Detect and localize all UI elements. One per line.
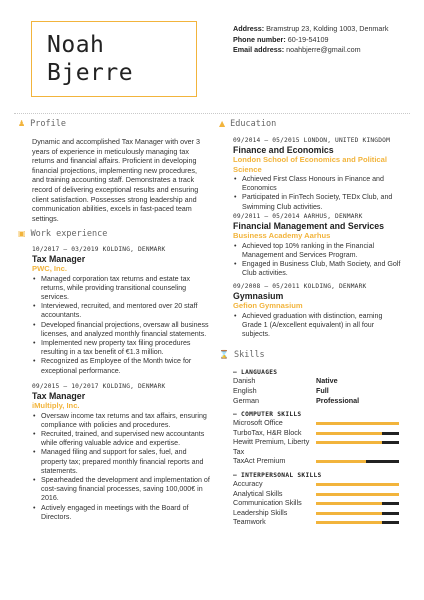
skill-level-bar [316,512,399,515]
education-bullets [233,312,403,340]
job-bullet: • Spearheaded the development and implementation of cost-saving financial processes, saving 100,000€ in 2016. [32,476,212,504]
language-level: Native [316,376,338,385]
interpersonal-skills-label: – INTERPERSONAL SKILLS [233,472,322,479]
skill-level-fill [316,512,382,515]
education-heading: ▲ Education [219,119,277,129]
briefcase-icon: ▣ [18,229,26,238]
skill-level-bar [316,460,399,463]
education-degree: Finance and Economics [233,145,334,155]
skill-level-bar [316,483,399,486]
skill-name: Microsoft Office [233,418,283,427]
skill-level-bar [316,441,399,444]
skill-level-fill [316,460,366,463]
education-school: London School of Economics and Political Science [233,155,387,174]
graduation-cap-icon: ▲ [219,119,226,128]
job-title: Tax Manager [32,391,86,401]
contact-address: Address: Bramstrup 23, Kolding 1003, Denmark [233,24,389,33]
language-row [233,386,329,396]
contact-email-value[interactable]: noahbjerre@gmail.com [286,45,361,55]
skill-level-bar [316,502,399,505]
job-bullet: • Actively engaged in meetings with the Board of Directors. [32,504,212,522]
contact-info [233,24,388,56]
first-name: Noah [47,32,105,58]
education-meta: 09/2014 – 05/2015 LONDON, UNITED KINGDOM [233,137,391,144]
skill-level-fill [316,422,399,425]
job-bullet: • Recruited, trained, and supervised new accountants while offering valuable advice and expertise. [32,430,212,448]
skill-row [233,418,405,428]
skills-heading: ⌛ Skills [219,350,265,360]
profile-text: Dynamic and accomplished Tax Manager with over 3 years of experience in meticulously managing tax returns and financial affairs. Proficient in developing financial projections, implementing new procedures, and training accounting staff. Demonstrates a track record of delivering exceptional results and ensuring client satisfaction. Possesses strong leadership and communication abilities, excels in fast-paced team settings. [32,137,201,223]
skill-name: Hewitt Premium, Liberty Tax [233,437,310,456]
education-school: Business Academy Aarhus [233,231,331,240]
education-school: Gefion Gymnasium [233,301,303,310]
skill-row [233,456,405,466]
job-bullet: • Managed corporation tax returns and estate tax returns, while providing transitional counseling services. [32,275,212,303]
job-bullets [32,275,212,376]
language-name: Danish [233,376,256,385]
skill-name: TurboTax, H&R Block [233,428,302,437]
skill-row [233,479,405,489]
skill-level-fill [316,493,399,496]
contact-phone-value: 60-19-54109 [287,34,329,44]
job-bullet: • Interviewed, recruited, and mentored over 20 staff accountants. [32,302,212,320]
computer-skills-label: – COMPUTER SKILLS [233,411,302,418]
skill-row [233,498,405,508]
education-meta: 09/2011 – 05/2014 AARHUS, DENMARK [233,213,363,220]
job-bullet: • Recognized as Employee of the Month twice for exceptional performance. [32,357,212,375]
skill-name: Leadership Skills [233,508,288,517]
job-bullet: • Implemented new property tax filing procedures resulting in a tax benefit of €1.3 million. [32,339,212,357]
language-level: Professional [316,396,360,405]
skill-name: Teamwork [233,517,266,526]
skill-level-bar [316,521,399,524]
education-meta: 09/2008 – 05/2011 KOLDING, DENMARK [233,283,367,290]
education-degree: Financial Management and Services [233,221,385,231]
skill-level-fill [316,432,382,435]
skill-level-bar [316,422,399,425]
language-level: Full [316,386,329,395]
education-bullets [233,242,403,279]
skill-level-bar [316,493,399,496]
contact-phone: Phone number: 60-19-54109 [233,34,329,44]
skill-row [233,517,405,527]
education-bullet: • Participated in FinTech Society, TEDx Club, and Swimming Club activities. [233,193,403,211]
job-bullet: • Developed financial projections, oversaw all business licenses, and analyzed monthly financial statements. [32,321,212,339]
job-company: iMultiply, Inc. [32,401,80,410]
languages-label: – LANGUAGES [233,369,278,376]
job-entry [32,245,212,376]
skill-row [233,437,316,456]
education-entry [233,136,403,212]
education-degree: Gymnasium [233,291,284,301]
skill-level-fill [316,483,399,486]
education-entry [233,212,403,278]
hourglass-icon: ⌛ [219,350,229,359]
skill-name: TaxAct Premium [233,456,286,465]
job-bullet: • Oversaw income tax returns and tax affairs, ensuring compliance with policies and procedures. [32,412,212,430]
education-bullet: • Engaged in Business Club, Math Society, and Golf Club activities. [233,260,403,278]
person-icon: ♟ [18,119,26,128]
language-row [233,396,360,406]
skill-name: Analytical Skills [233,489,283,498]
job-meta: 10/2017 – 03/2019 KOLDING, DENMARK [32,246,166,253]
skill-name: Communication Skills [233,498,302,507]
job-company: PWC, Inc. [32,264,68,273]
education-bullet: • Achieved top 10% ranking in the Financial Management and Services Program. [233,242,403,260]
skill-level-bar [316,432,399,435]
language-name: German [233,396,259,405]
profile-heading: ♟ Profile [18,119,66,129]
job-bullet: • Managed filing and support for sales, fuel, and property tax; prepared monthly financial reports and statements. [32,448,212,476]
work-experience-heading: ▣ Work experience [18,229,108,239]
education-entry [233,282,403,339]
education-bullet: • Achieved graduation with distinction, earning Grade 1 (A/excellent equivalent) in all four subjects. [233,312,403,340]
job-title: Tax Manager [32,254,86,264]
skill-level-fill [316,521,382,524]
contact-address-value: Bramstrup 23, Kolding 1003, Denmark [266,24,389,33]
job-entry [32,382,212,522]
education-bullets [233,175,403,212]
header-divider [14,113,410,114]
last-name: Bjerre [47,60,134,86]
language-name: English [233,386,257,395]
contact-email[interactable]: Email address: noahbjerre@gmail.com [233,45,361,55]
education-bullet: • Achieved First Class Honours in Finance and Economics [233,175,403,193]
name-box [31,21,197,97]
skill-level-fill [316,502,382,505]
job-bullets [32,412,212,522]
skill-name: Accuracy [233,479,263,488]
job-meta: 09/2015 – 10/2017 KOLDING, DENMARK [32,383,166,390]
skill-level-fill [316,441,382,444]
language-row [233,376,338,386]
